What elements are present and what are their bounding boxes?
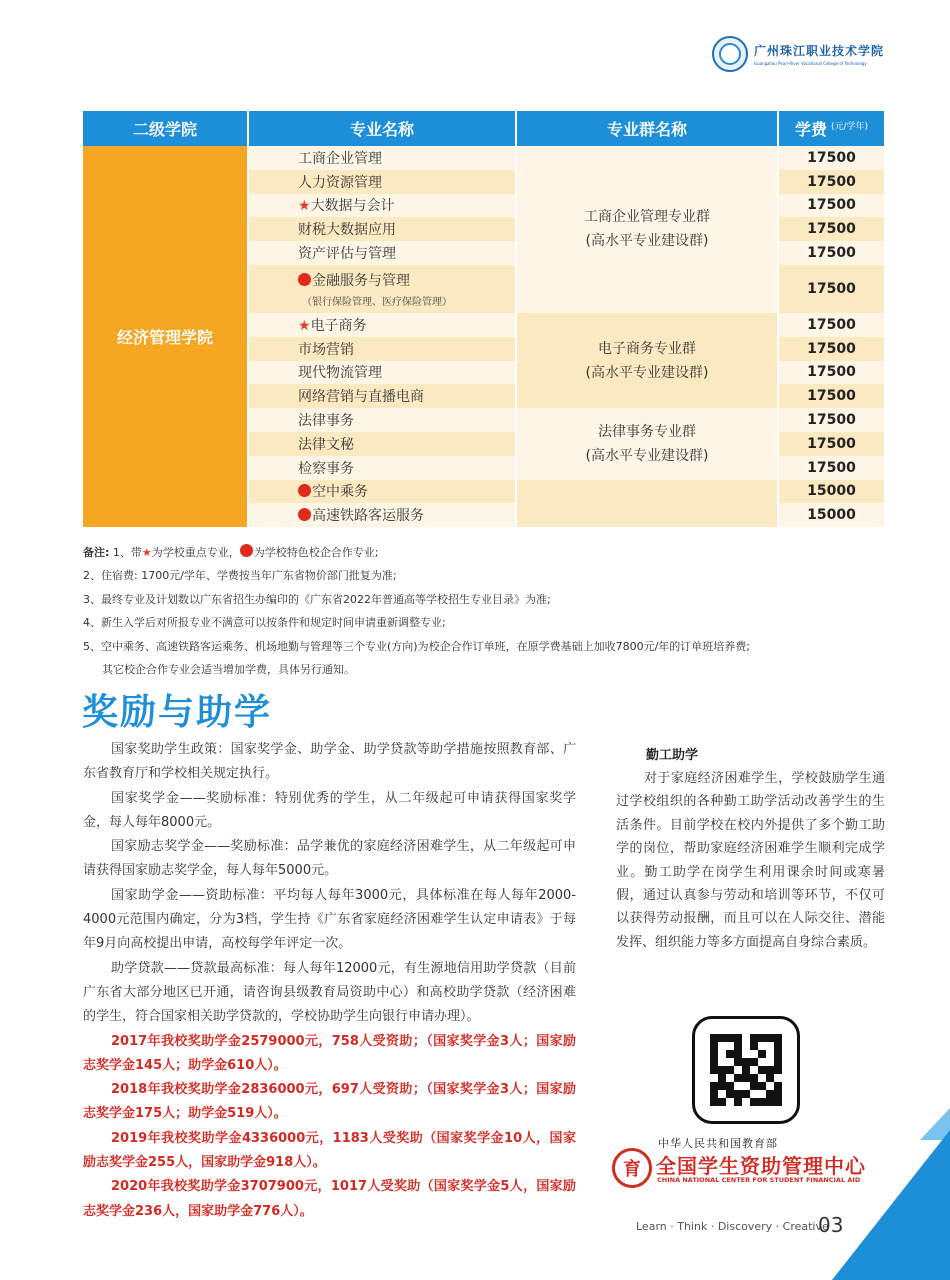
major-cell: [248, 146, 516, 170]
group-cell: [516, 480, 778, 528]
major-cell: [248, 337, 516, 361]
school-seal-icon: [712, 36, 748, 72]
fee-cell: 17500: [778, 170, 884, 194]
major-cell: [248, 432, 516, 456]
major-name: 高速铁路客运服务: [312, 508, 424, 525]
header-college: 二级学院: [83, 111, 248, 146]
star-icon: ★: [298, 317, 311, 334]
star-icon: ★: [298, 198, 311, 215]
note-3: 3、最终专业及计划数以广东省招生办编印的《广东省2022年普通高等学校招生专业目录》为准;: [83, 592, 551, 606]
fee-cell: 17500: [778, 313, 884, 337]
group-cell: 工商企业管理专业群 (高水平专业建设群): [516, 146, 778, 313]
major-name: 财税大数据应用: [298, 222, 396, 239]
major-name: 资产评估与管理: [298, 246, 396, 263]
major-cell: [248, 217, 516, 241]
paragraph: 国家助学金——资助标准：平均每人每年3000元，具体标准在每人每年2000-4000元范围内确定，分为3档，学生持《广东省家庭经济困难学生认定申请表》于每年9月向高校提出申请，高校每学年评定一次。: [83, 887, 576, 952]
header-group: 专业群名称: [516, 111, 778, 146]
aid-center-logo-icon: 育: [612, 1148, 652, 1188]
school-logo: [712, 36, 884, 72]
table-row: [83, 146, 884, 170]
fee-cell: 15000: [778, 503, 884, 527]
major-name: 空中乘务: [312, 484, 368, 501]
paragraph: 国家奖助学生政策：国家奖学金、助学金、助学贷款等助学措施按照教育部、广东省教育厅和学校相关规定执行。: [83, 742, 576, 782]
header-fee: 学费 $^{(元/学年)}$: [778, 111, 884, 146]
fee-table: [83, 111, 884, 527]
major-name: 人力资源管理: [298, 174, 382, 191]
major-cell: [248, 503, 516, 527]
major-cell: [248, 361, 516, 385]
group-cell: 电子商务专业群 (高水平专业建设群): [516, 313, 778, 408]
note-4: 4、新生入学后对所报专业不满意可以按条件和规定时间申请重新调整专业;: [83, 616, 446, 630]
fee-cell: 17500: [778, 384, 884, 408]
major-cell: [248, 313, 516, 337]
major-cell: [248, 241, 516, 265]
note-2: 2、住宿费: 1700元/学年、学费按当年广东省物价部门批复为准;: [83, 569, 397, 583]
fee-cell: 17500: [778, 432, 884, 456]
qr-code[interactable]: [692, 1016, 800, 1124]
work-study-title: 勤工助学: [646, 748, 699, 763]
fee-cell: 17500: [778, 265, 884, 313]
major-name: 电子商务: [310, 317, 367, 334]
college-cell: 经济管理学院: [83, 146, 248, 527]
major-name: 市场营销: [298, 341, 354, 358]
paragraph: 国家奖学金——奖励标准：特别优秀的学生，从二年级起可申请获得国家奖学金，每人每年8000元。: [83, 790, 576, 830]
fee-cell: 17500: [778, 456, 884, 480]
fee-cell: 17500: [778, 217, 884, 241]
major-name: 法律事务: [298, 413, 354, 430]
stat-paragraph: 2018年我校奖助学金2836000元，697人受资助；（国家奖学金3人；国家励志奖学金175人；助学金519人）。: [83, 1082, 576, 1122]
stat-paragraph: 2020年我校奖助学金3707900元，1017人受奖助（国家奖学金5人，国家励志奖学金236人，国家助学金776人）。: [83, 1179, 576, 1219]
school-name-en: Guangzhou Pearl-River Vocational College of Technology: [753, 61, 867, 66]
major-name: 金融服务与管理: [312, 272, 410, 289]
major-name: 大数据与会计: [310, 198, 395, 215]
school-name-cn: 广州珠江职业技术学院: [753, 44, 884, 58]
header-major: 专业名称: [248, 111, 516, 146]
fee-cell: 17500: [778, 337, 884, 361]
aid-center-name-en: CHINA NATIONAL CENTER FOR STUDENT FINANCIAL AID: [657, 1176, 861, 1184]
major-name: 法律文秘: [298, 436, 354, 453]
red-dot-icon: [298, 484, 311, 497]
section-title: 奖励与助学: [82, 692, 273, 733]
paragraph: 国家励志奖学金——奖励标准：品学兼优的家庭经济困难学生，从二年级起可申请获得国家励志奖学金，每人每年5000元。: [83, 839, 576, 879]
work-study-text: 对于家庭经济困难学生，学校鼓励学生通过学校组织的各种勤工助学活动改善学生的生活条件。目前学校在校内外提供了多个勤工助学的岗位，帮助家庭经济困难学生顺利完成学业。勤工助学在岗学生利用课余时间或寒暑假，通过认真参与劳动和培训等环节，不仅可以获得劳动报酬，而且可以在人际交往、潜能发挥、组织能力等多方面提高自身综合素质。: [616, 771, 885, 950]
major-name: 检察事务: [298, 460, 354, 477]
corner-decoration: [832, 1130, 950, 1280]
fee-cell: 17500: [778, 361, 884, 385]
major-cell: [248, 408, 516, 432]
red-dot-icon: [298, 273, 311, 286]
note-6: 其它校企合作专业会适当增加学费，具体另行通知。: [102, 663, 355, 677]
tagline: Learn · Think · Discovery · Creative: [636, 1220, 829, 1233]
stat-paragraph: 2017年我校奖助学金2579000元，758人受资助；（国家奖学金3人；国家励志奖学金145人；助学金610人）。: [83, 1033, 576, 1073]
major-cell: [248, 194, 516, 218]
qr-code-icon: [710, 1034, 782, 1106]
note-1: 备注: 1、带★为学校重点专业， 为学校特色校企合作专业;: [83, 546, 379, 559]
red-dot-icon: [240, 544, 253, 557]
red-dot-icon: [298, 508, 311, 521]
page-number: 03: [818, 1213, 844, 1237]
fee-cell: 17500: [778, 194, 884, 218]
fee-cell: 17500: [778, 408, 884, 432]
major-name: 现代物流管理: [298, 365, 382, 382]
major-cell: [248, 456, 516, 480]
stat-paragraph: 2019年我校奖助学金4336000元，1183人受奖助（国家奖学金10人，国家励志奖学金255人，国家助学金918人）。: [83, 1130, 576, 1171]
aid-center-name: 全国学生资助管理中心: [656, 1154, 866, 1178]
major-note: （银行保险管理、医疗保险管理）: [302, 296, 452, 308]
major-cell: [248, 480, 516, 504]
fee-cell: 17500: [778, 241, 884, 265]
group-cell: 法律事务专业群 (高水平专业建设群): [516, 408, 778, 479]
major-cell: [248, 265, 516, 313]
note-5: 5、空中乘务、高速铁路客运乘务、机场地勤与管理等三个专业(方向)为校企合作订单班，在原学费基础上加收7800元/年的订单班培养费;: [83, 639, 750, 653]
fee-cell: 17500: [778, 146, 884, 170]
major-name: 工商企业管理: [298, 150, 382, 167]
aid-policy-text: [83, 738, 576, 1224]
major-name: 网络营销与直播电商: [298, 389, 424, 406]
major-cell: [248, 384, 516, 408]
major-cell: [248, 170, 516, 194]
notes: [83, 541, 883, 681]
fee-cell: 15000: [778, 480, 884, 504]
paragraph: 助学贷款——贷款最高标准：每人每年12000元，有生源地信用助学贷款（目前广东省大部分地区已开通，请咨询县级教育局资助中心）和高校助学贷款（经济困难的学生，符合国家相关助学贷款的，学校协助学生向银行申请办理）。: [83, 960, 576, 1025]
ministry-label: 中华人民共和国教育部: [658, 1137, 778, 1150]
